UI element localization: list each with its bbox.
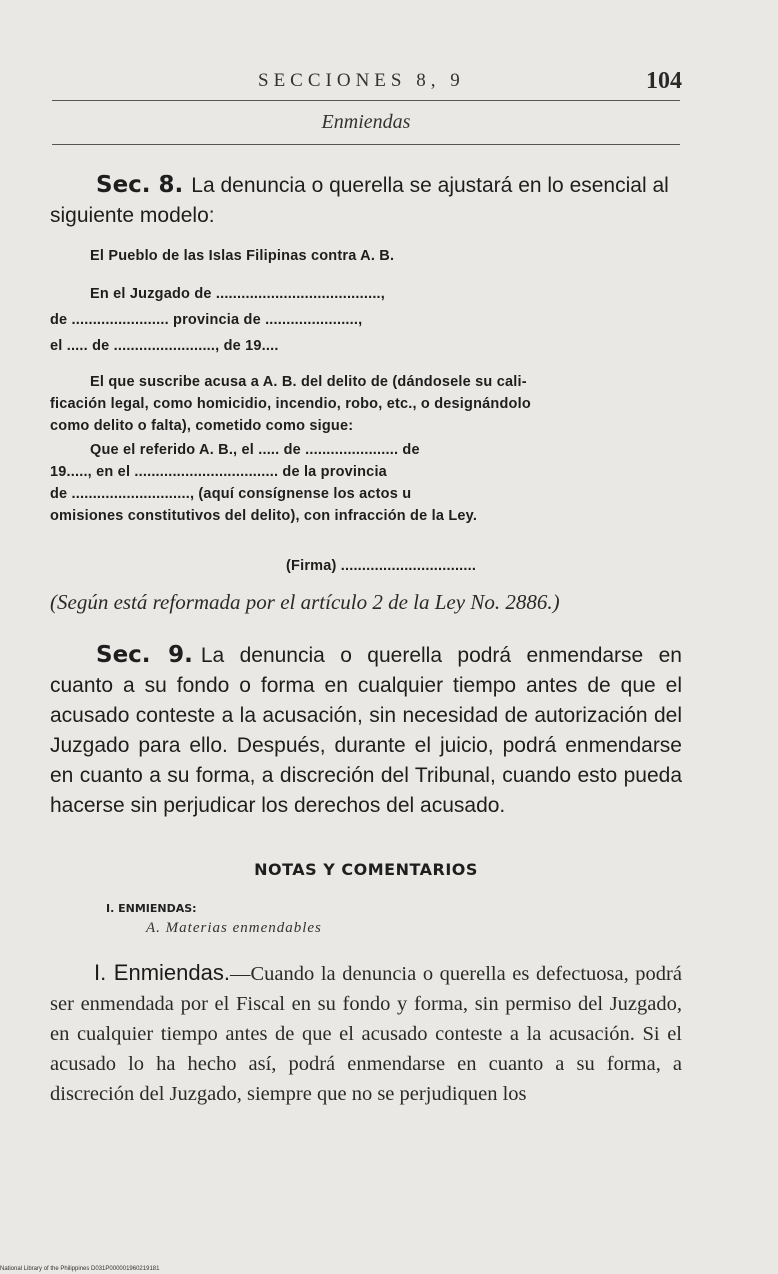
form-line: ficación legal, como homicidio, incendio, robo, etc., o designándolo	[50, 396, 531, 412]
form-line: como delito o falta), cometido como sigue:	[50, 418, 354, 434]
notes-toc-subitem: A. Materias enmendables	[146, 920, 322, 936]
form-line: El que suscribe acusa a A. B. del delito de (dándosele su cali-	[90, 374, 527, 390]
form-line: Que el referido A. B., el ..... de ...................... de	[90, 442, 420, 458]
section-9-paragraph	[50, 640, 682, 821]
form-line: el ..... de ........................, de 19....	[50, 338, 279, 354]
form-line: de ............................, (aquí consígnense los actos u	[50, 486, 412, 502]
form-line: 19....., en el .................................. de la provincia	[50, 464, 387, 480]
form-line: En el Juzgado de .......................................,	[90, 286, 386, 302]
notes-paragraph	[50, 958, 682, 1109]
form-signature-line: (Firma) ................................	[286, 558, 477, 574]
section-heading: SECCIONES 8, 9	[258, 70, 465, 91]
header-rule-bottom	[52, 144, 680, 145]
scan-footer: National Library of the Philippines D031P000001960219181	[0, 1266, 160, 1272]
section-9-text: La denuncia o querella podrá enmendarse en cuanto a su fondo o forma en cualquier tiempo antes de que el acusado conteste a la acusación, sin necesidad de autorización del Juzgado para ello. Después, durante el juicio, podrá enmendarse en cuanto a su forma, a discreción del Tribunal, cuando esto pueda hacerse sin perjudicar los derechos del acusado.	[50, 644, 682, 817]
header-rule-top	[52, 100, 680, 101]
section-8-label: Sec. 8.	[96, 172, 184, 198]
section-9-label: Sec. 9.	[96, 642, 193, 668]
notes-paragraph-lead: I. Enmiendas.	[94, 960, 230, 985]
amendment-note: (Según está reformada por el artículo 2 de la Ley No. 2886.)	[50, 590, 560, 614]
section-8-text: La denuncia o querella se ajustará en lo esencial al siguiente modelo:	[50, 174, 669, 227]
form-caption: El Pueblo de las Islas Filipinas contra A. B.	[90, 248, 395, 264]
header-subtitle: Enmiendas	[321, 111, 411, 133]
notes-toc-item: I. ENMIENDAS:	[106, 902, 197, 915]
form-line: de ....................... provincia de ......................,	[50, 312, 363, 328]
form-line: omisiones constitutivos del delito), con infracción de la Ley.	[50, 508, 478, 524]
page-number: 104	[646, 68, 682, 94]
notes-paragraph-text: —Cuando la denuncia o querella es defectuosa, podrá ser enmendada por el Fiscal en su fondo y forma, sin permiso del Juzgado, en cualquier tiempo antes de que el acusado conteste a la acusación. Si el acusado lo ha hecho así, podrá enmendarse en cuanto a su forma, a discreción del Juzgado, siempre que no se perjudiquen los	[50, 963, 682, 1105]
running-header	[50, 68, 682, 98]
section-8-paragraph	[50, 170, 682, 231]
notes-heading: NOTAS Y COMENTARIOS	[254, 860, 478, 879]
